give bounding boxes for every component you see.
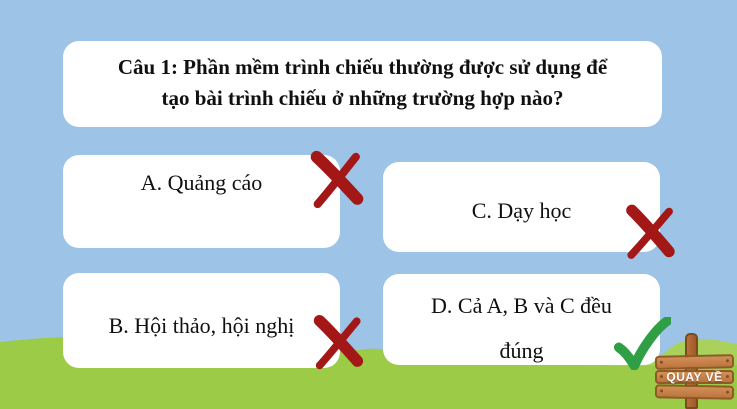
sign-plank-top	[655, 354, 734, 370]
answer-d-label-line-2: đúng	[499, 338, 544, 363]
question-line-2: tạo bài trình chiếu ở những trường hợp nào?	[161, 86, 564, 110]
back-button[interactable]	[652, 333, 737, 409]
answer-option-c[interactable]	[383, 162, 660, 252]
question-box	[63, 41, 662, 127]
answer-option-a[interactable]	[63, 155, 340, 248]
answer-a-label: A. Quảng cáo	[140, 170, 263, 195]
answer-b-label: B. Hội thảo, hội nghị	[108, 312, 295, 338]
sign-plank-bottom	[655, 384, 734, 399]
answer-c-label: C. Dạy học	[471, 198, 572, 223]
question-line-1: Câu 1: Phần mềm trình chiếu thường được sử dụng để	[117, 55, 608, 79]
back-button-label: QUAY VỀ	[666, 370, 723, 384]
answer-option-b[interactable]	[63, 273, 340, 368]
answer-d-label-line-1: D. Cả A, B và C đều	[431, 293, 612, 318]
answer-option-d[interactable]	[383, 274, 660, 365]
